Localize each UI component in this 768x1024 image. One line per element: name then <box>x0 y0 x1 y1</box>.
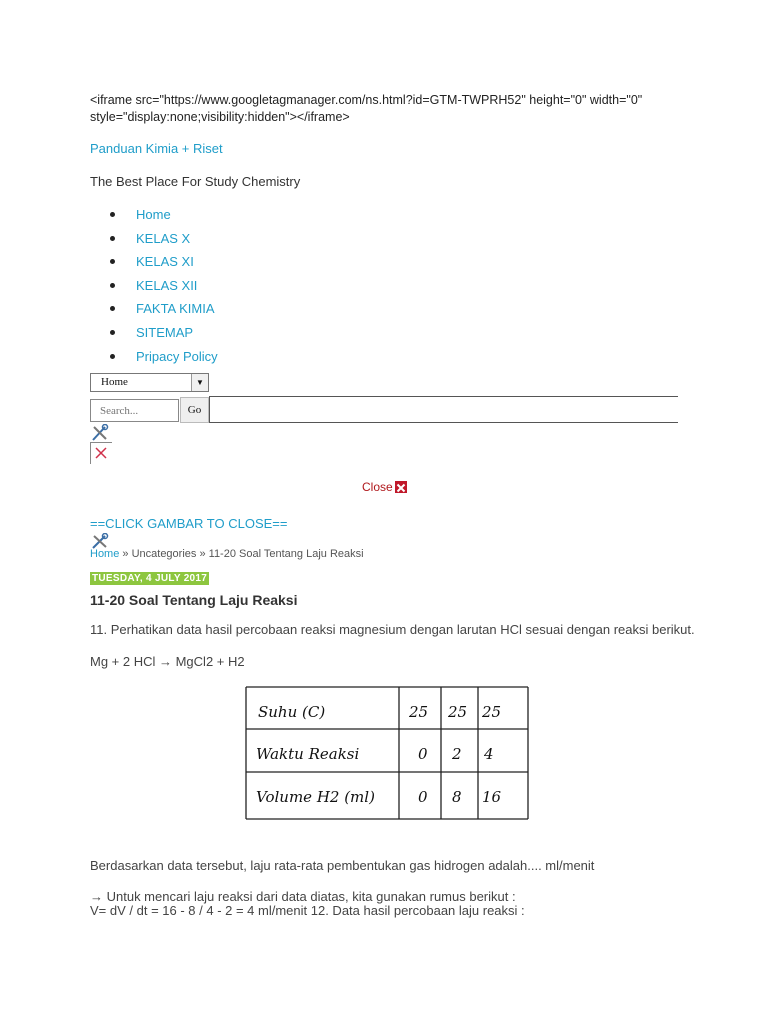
table-row-label: Suhu (C) <box>258 703 326 721</box>
nav-select-dropdown[interactable] <box>90 373 209 392</box>
nav-link-home[interactable]: Home <box>136 207 171 222</box>
bullet-icon <box>110 259 115 264</box>
main-nav <box>0 206 768 371</box>
post-paragraph: 11. Perhatikan data hasil percobaan reaksi magnesium dengan larutan HCl sesuai dengan reaksi berikut. <box>90 622 695 637</box>
table-cell: 16 <box>482 788 502 806</box>
breadcrumb-category-link[interactable]: Uncategories <box>131 548 197 560</box>
nav-item-kelas-x <box>0 230 768 254</box>
divider <box>209 396 210 423</box>
nav-link-sitemap[interactable]: SITEMAP <box>136 324 194 340</box>
table-cell: 2 <box>452 745 462 763</box>
bullet-icon <box>110 236 115 241</box>
nav-select-value: Home <box>101 376 128 388</box>
bullet-icon <box>110 212 115 217</box>
breadcrumb-separator: » <box>196 548 209 560</box>
site-title-link[interactable]: Panduan Kimia + Riset <box>90 141 223 156</box>
table-row-label: Volume H2 (ml) <box>256 788 375 806</box>
post-equation: Mg + 2 HCl → MgCl2 + H2 <box>90 654 245 669</box>
click-to-close-link[interactable]: ==CLICK GAMBAR TO CLOSE== <box>90 516 288 531</box>
close-link[interactable]: Close <box>362 480 393 494</box>
bullet-icon <box>110 330 115 335</box>
post-title: 11-20 Soal Tentang Laju Reaksi <box>90 592 298 608</box>
bullet-icon <box>110 283 115 288</box>
solution-line: V= dV / dt = 16 - 8 / 4 - 2 = 4 ml/menit 12. Data hasil percobaan laju reaksi : <box>90 903 525 918</box>
nav-link-fakta-kimia[interactable]: FAKTA KIMIA <box>136 301 215 317</box>
table-cell: 25 <box>409 703 429 721</box>
nav-link-privacy-policy[interactable]: Pripacy Policy <box>136 348 218 364</box>
nav-item-fakta-kimia <box>0 300 768 324</box>
post-date-badge: TUESDAY, 4 JULY 2017 <box>92 573 208 584</box>
post-paragraph <box>90 890 690 918</box>
nav-item-privacy-policy <box>0 348 768 372</box>
table-cell: 0 <box>418 788 428 806</box>
table-row-label: Waktu Reaksi <box>256 745 360 763</box>
search-input[interactable] <box>90 399 179 422</box>
divider <box>209 422 678 423</box>
table-cell: 8 <box>452 788 462 806</box>
chevron-down-icon[interactable]: ▼ <box>191 374 208 391</box>
nav-link-kelas-x[interactable]: KELAS X <box>136 230 191 246</box>
bullet-icon <box>110 306 115 311</box>
search-go-button[interactable]: Go <box>180 397 209 423</box>
broken-image-box <box>90 442 112 464</box>
table-cell: 25 <box>482 703 502 721</box>
data-table-image <box>244 685 530 823</box>
nav-link-kelas-xi[interactable]: KELAS XI <box>136 254 194 270</box>
breadcrumb-home-link[interactable]: Home <box>90 548 120 560</box>
nav-item-home <box>0 206 768 230</box>
solution-line: → Untuk mencari laju reaksi dari data diatas, kita gunakan rumus berikut : <box>90 889 516 904</box>
table-cell: 25 <box>448 703 468 721</box>
close-icon[interactable] <box>395 481 407 493</box>
nav-item-kelas-xii <box>0 277 768 301</box>
nav-item-sitemap <box>0 324 768 348</box>
close-x-icon <box>95 447 107 459</box>
site-tagline: The Best Place For Study Chemistry <box>90 174 301 189</box>
breadcrumb-separator: » <box>119 548 132 560</box>
tools-icon <box>90 424 110 442</box>
raw-iframe-text: <iframe src="https://www.googletagmanager.com/ns.html?id=GTM-TWPRH52" height="0" width="0" style="display:none;visibility:hidden"></iframe> <box>90 93 643 124</box>
breadcrumb-current: 11-20 Soal Tentang Laju Reaksi <box>208 548 364 560</box>
nav-item-kelas-xi <box>0 253 768 277</box>
table-cell: 0 <box>418 745 428 763</box>
bullet-icon <box>110 354 115 359</box>
nav-link-kelas-xii[interactable]: KELAS XII <box>136 277 198 293</box>
post-paragraph: Berdasarkan data tersebut, laju rata-rata pembentukan gas hidrogen adalah.... ml/menit <box>90 858 595 873</box>
divider <box>209 396 678 397</box>
table-cell: 4 <box>484 745 494 763</box>
breadcrumb <box>90 548 364 560</box>
